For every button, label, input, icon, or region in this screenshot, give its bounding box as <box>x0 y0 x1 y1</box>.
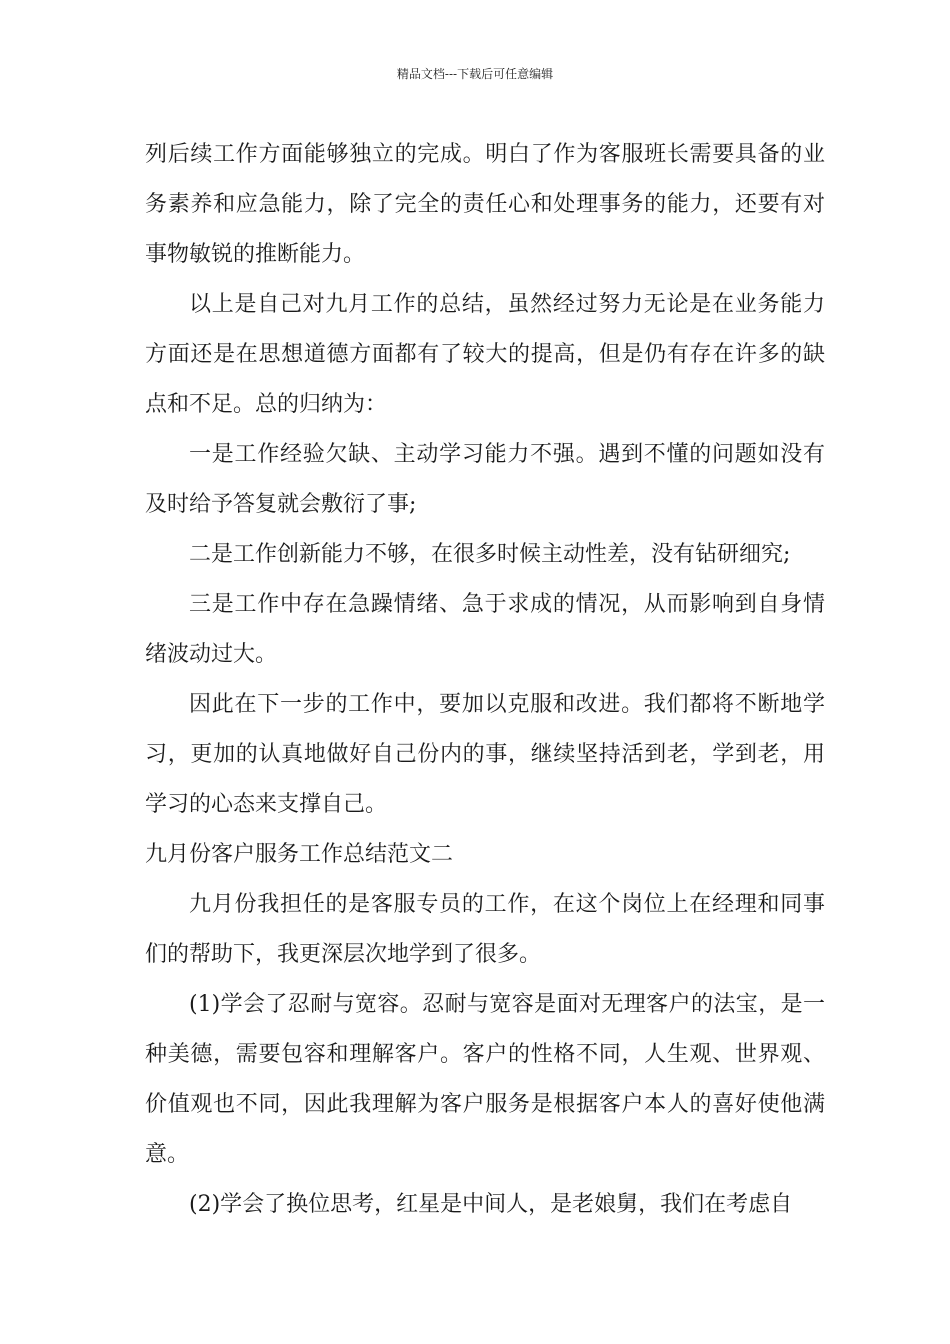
paragraph-point-two: 二是工作创新能力不够，在很多时候主动性差，没有钻研细究; <box>189 542 791 567</box>
paragraph-improvement: 因此在下一步的工作中，要加以克服和改进。我们都将不断地学习，更加的认真地做好自己份内的事，继续坚持活到老，学到老，用学习的心态来支撑自己。 <box>145 692 825 817</box>
paragraph-item-2: (2)学会了换位思考，红星是中间人，是老娘舅，我们在考虑自 <box>189 1192 793 1217</box>
paragraph-point-three: 三是工作中存在急躁情绪、急于求成的情况，从而影响到自身情绪波动过大。 <box>145 592 825 667</box>
paragraph-summary: 以上是自己对九月工作的总结，虽然经过努力无论是在业务能力方面还是在思想道德方面都有了较大的提高，但是仍有存在许多的缺点和不足。总的归纳为： <box>145 292 825 417</box>
page-header: 精品文档---下载后可任意编辑 <box>396 67 554 81</box>
section-heading: 九月份客户服务工作总结范文二 <box>145 842 454 867</box>
paragraph-continued: 列后续工作方面能够独立的完成。明白了作为客服班长需要具备的业务素养和应急能力，除了完全的责任心和处理事务的能力，还要有对事物敏锐的推断能力。 <box>145 142 825 267</box>
paragraph-point-one: 一是工作经验欠缺、主动学习能力不强。遇到不懂的问题如没有及时给予答复就会敷衍了事; <box>145 442 825 517</box>
paragraph-item-1: (1)学会了忍耐与宽容。忍耐与宽容是面对无理客户的法宝，是一种美德，需要包容和理解客户。客户的性格不同，人生观、世界观、价值观也不同，因此我理解为客户服务是根据客户本人的喜好使他满意。 <box>145 992 825 1167</box>
paragraph-intro: 九月份我担任的是客服专员的工作，在这个岗位上在经理和同事们的帮助下，我更深层次地学到了很多。 <box>145 892 825 967</box>
document-body <box>145 130 825 1230</box>
